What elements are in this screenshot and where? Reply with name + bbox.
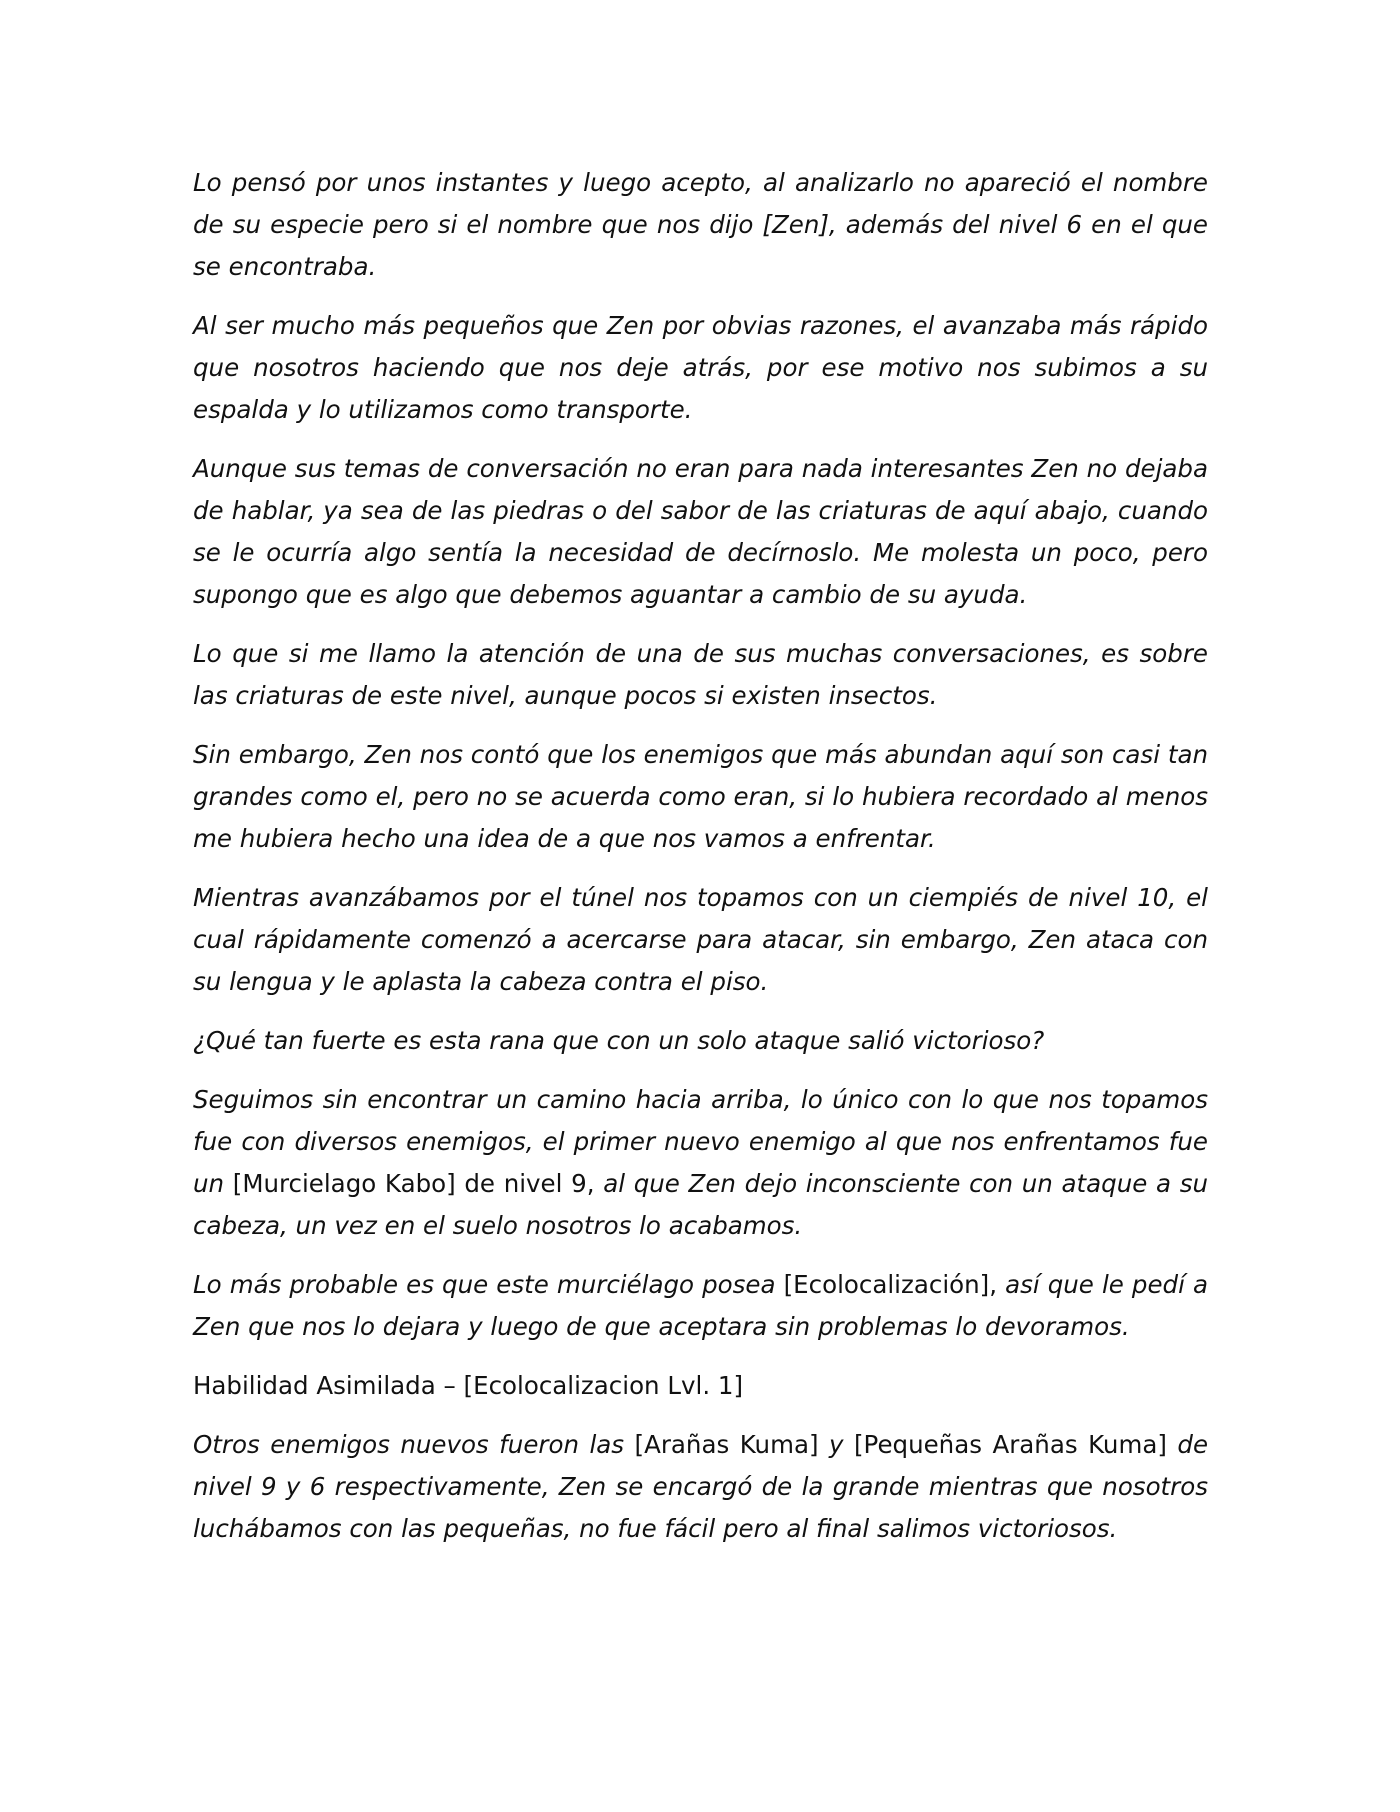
paragraph-text: ¿Qué tan fuerte es esta rana que con un solo ataque salió victorioso? [193, 1026, 1045, 1055]
paragraph-text: Lo más probable es que este murciélago posea [193, 1270, 784, 1299]
paragraph-1 [193, 162, 1208, 288]
paragraph-6 [193, 877, 1208, 1003]
paragraph-text: y [829, 1430, 854, 1459]
paragraph-10-skill-assimilated [193, 1365, 1208, 1407]
paragraph-text: de nivel 9 y 6 respectivamente, Zen se encargó de la grande mientras que nosotros luchábamos con las pequeñas, no fue fácil pero al final salimos victoriosos. [193, 1430, 1209, 1543]
paragraph-4 [193, 633, 1208, 717]
paragraph-5 [193, 734, 1208, 860]
paragraph-8 [193, 1079, 1208, 1247]
paragraph-2 [193, 305, 1208, 431]
document-page [193, 162, 1208, 1567]
paragraph-text: Otros enemigos nuevos fueron las [193, 1430, 635, 1459]
skill-name-text: [Murcielago Kabo] de nivel 9, [232, 1169, 604, 1198]
paragraph-text: Sin embargo, Zen nos contó que los enemigos que más abundan aquí son casi tan grandes como el, pero no se acuerda como eran, si lo hubiera recordado al menos me hubiera hecho una idea de a que nos vamos a enfrentar. [193, 740, 1208, 853]
skill-assimilated-text: Habilidad Asimilada – [Ecolocalizacion Lvl. 1] [193, 1371, 744, 1400]
enemy-name-text: [Pequeñas Arañas Kuma] [854, 1430, 1178, 1459]
paragraph-3 [193, 448, 1208, 616]
paragraph-text: al que Zen dejo inconsciente con un ataque a su cabeza, un vez en el suelo nosotros lo acabamos. [193, 1169, 1209, 1240]
paragraph-text: Lo pensó por unos instantes y luego acepto, al analizarlo no apareció el nombre de su especie pero si el nombre que nos dijo [Zen], además del nivel 6 en el que se encontraba. [193, 168, 1208, 281]
paragraph-text: Al ser mucho más pequeños que Zen por obvias razones, el avanzaba más rápido que nosotros haciendo que nos deje atrás, por ese motivo nos subimos a su espalda y lo utilizamos como transporte. [193, 311, 1208, 424]
skill-name-text: [Ecolocalización], [783, 1270, 1006, 1299]
paragraph-11 [193, 1424, 1208, 1550]
paragraph-text: así que le pedí a Zen que nos lo dejara y luego de que aceptara sin problemas lo devoramos. [193, 1270, 1208, 1341]
paragraph-text: Aunque sus temas de conversación no eran para nada interesantes Zen no dejaba de hablar, ya sea de las piedras o del sabor de las criaturas de aquí abajo, cuando se le ocurría algo sentía la necesidad de decírnoslo. Me molesta un poco, pero supongo que es algo que debemos aguantar a cambio de su ayuda. [193, 454, 1208, 609]
enemy-name-text: [Arañas Kuma] [634, 1430, 830, 1459]
paragraph-text: Seguimos sin encontrar un camino hacia arriba, lo único con lo que nos topamos fue con diversos enemigos, el primer nuevo enemigo al que nos enfrentamos fue un [193, 1085, 1208, 1198]
paragraph-text: Mientras avanzábamos por el túnel nos topamos con un ciempiés de nivel 10, el cual rápidamente comenzó a acercarse para atacar, sin embargo, Zen ataca con su lengua y le aplasta la cabeza contra el piso. [193, 883, 1208, 996]
paragraph-9 [193, 1264, 1208, 1348]
paragraph-text: Lo que si me llamo la atención de una de sus muchas conversaciones, es sobre las criaturas de este nivel, aunque pocos si existen insectos. [193, 639, 1208, 710]
paragraph-7 [193, 1020, 1208, 1062]
